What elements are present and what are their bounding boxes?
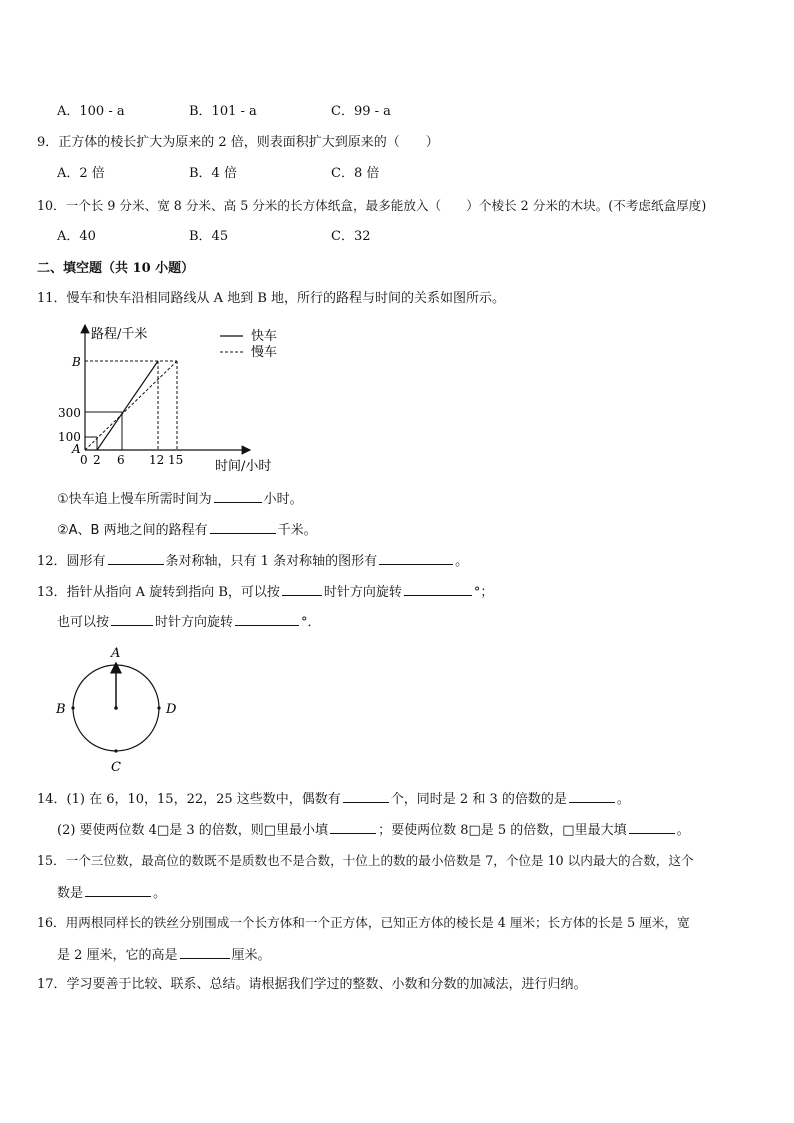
q11-sub2-text: ②A、B 两地之间的路程有 — [57, 523, 208, 538]
q15-blank[interactable] — [85, 883, 151, 897]
q8-option-b: B．101 - a — [189, 104, 257, 119]
q8-option-c: C．99 - a — [331, 104, 391, 119]
q13-text-1a: 13．指针从指向 A 旋转到指向 B，可以按 — [37, 585, 280, 600]
q12-line — [37, 551, 468, 571]
q14-text-1a: 14．(1) 在 6，10，15，22，25 这些数中，偶数有 — [37, 792, 341, 807]
x-axis-label: 时间/小时 — [215, 459, 272, 474]
q9-option-c: C．8 倍 — [331, 166, 380, 181]
q15-line-1: 15．一个三位数，最高位的数既不是质数也不是合数，十位上的数的最小倍数是 7，个位是 10 以内最大的合数，这个 — [37, 853, 694, 868]
section-title: 二、填空题（共 10 小题） — [37, 261, 195, 276]
q10-stem: 10．一个长 9 分米、宽 8 分米、高 5 分米的长方体纸盒，最多能放入（ ）个棱长 2 分米的木块。(不考虑纸盒厚度) — [37, 198, 707, 213]
q17-stem: 17．学习要善于比较、联系、总结。请根据我们学过的整数、小数和分数的加减法，进行归纳。 — [37, 977, 587, 992]
q15-line-2 — [57, 883, 166, 903]
q13-blank-1[interactable] — [282, 582, 322, 596]
q13-text-2b: 时针方向旋转 — [155, 615, 234, 630]
q13-text-1c: °； — [473, 585, 494, 600]
clock-dial-figure — [50, 642, 190, 777]
point-b-dot — [71, 706, 74, 709]
q13-text-1b: 时针方向旋转 — [323, 585, 402, 600]
q16-blank[interactable] — [180, 945, 230, 959]
q10-option-a: A．40 — [57, 229, 96, 244]
q10-option-b: B．45 — [189, 229, 229, 244]
series-slow-line — [85, 361, 177, 450]
q13-blank-2[interactable] — [404, 582, 472, 596]
point-a-dot — [114, 663, 117, 666]
y-tick-a: A — [72, 442, 81, 456]
q9-option-b: B．4 倍 — [189, 166, 237, 181]
q14-text-2b: ；要使两位数 8□是 5 的倍数，□里最大填 — [378, 823, 627, 838]
q11-sub2-unit: 千米。 — [277, 523, 317, 538]
x-tick-12: 12 — [149, 453, 165, 467]
q11-sub2-blank[interactable] — [210, 520, 276, 534]
q14-text-1c: 。 — [616, 792, 630, 807]
q14-text-1b: 个，同时是 2 和 3 的倍数的是 — [390, 792, 567, 807]
q8-option-a: A．100 - a — [57, 104, 125, 119]
series-fast-line — [97, 361, 158, 450]
q11-sub1-blank[interactable] — [214, 489, 262, 503]
q9-option-a: A．2 倍 — [57, 166, 105, 181]
q11-sub1-unit: 小时。 — [263, 492, 303, 507]
q14-line-2 — [57, 820, 690, 840]
q14-text-2a: (2) 要使两位数 4□是 3 的倍数，则□里最小填 — [57, 823, 329, 838]
q16-line-2 — [57, 945, 271, 965]
q13-blank-3[interactable] — [111, 612, 153, 626]
q14-blank-2[interactable] — [569, 789, 615, 803]
x-tick-15: 15 — [168, 453, 184, 467]
q14-line-1 — [37, 789, 630, 809]
point-b-label: B — [56, 702, 66, 717]
q16-text-2b: 厘米。 — [231, 948, 271, 963]
legend-slow-label: 慢车 — [251, 345, 278, 360]
q13-text-2a: 也可以按 — [57, 615, 110, 630]
q11-stem: 11．慢车和快车沿相同路线从 A 地到 B 地，所行的路程与时间的关系如图所示。 — [37, 291, 506, 306]
q13-blank-4[interactable] — [235, 612, 299, 626]
q13-text-2c: °． — [301, 615, 321, 630]
q11-sub2 — [57, 520, 317, 540]
q10-option-c: C．32 — [331, 229, 371, 244]
q12-text-b: 条对称轴，只有 1 条对称轴的图形有 — [165, 554, 378, 569]
q11-sub1 — [57, 489, 303, 509]
point-d-dot — [157, 706, 160, 709]
y-tick-100: 100 — [58, 430, 81, 444]
q12-blank-1[interactable] — [108, 551, 164, 565]
q15-text-2a: 数是 — [57, 886, 84, 901]
y-tick-300: 300 — [58, 406, 81, 420]
q12-text-a: 12．圆形有 — [37, 554, 106, 569]
q13-line-2 — [57, 612, 321, 632]
q14-blank-4[interactable] — [629, 820, 675, 834]
q16-text-2a: 是 2 厘米，它的高是 — [57, 948, 178, 963]
y-tick-b: B — [72, 355, 81, 369]
q14-text-2c: 。 — [676, 823, 690, 838]
distance-time-chart — [55, 320, 295, 475]
q12-text-c: 。 — [455, 554, 469, 569]
x-tick-2: 2 — [93, 453, 101, 467]
point-a-label: A — [111, 646, 121, 661]
q14-blank-1[interactable] — [343, 789, 389, 803]
x-tick-0: 0 — [80, 453, 88, 467]
q9-stem: 9．正方体的棱长扩大为原来的 2 倍，则表面积扩大到原来的（ ） — [37, 135, 439, 150]
y-axis-label: 路程/千米 — [91, 327, 148, 342]
q16-line-1: 16．用两根同样长的铁丝分别围成一个长方体和一个正方体，已知正方体的棱长是 4 厘米；长方体的长是 5 厘米，宽 — [37, 915, 690, 930]
point-c-dot — [114, 749, 117, 752]
q15-text-2b: 。 — [153, 886, 167, 901]
q11-sub1-text: ①快车追上慢车所需时间为 — [57, 492, 212, 507]
x-tick-6: 6 — [117, 453, 125, 467]
q13-line-1 — [37, 582, 493, 602]
q14-blank-3[interactable] — [330, 820, 376, 834]
point-d-label: D — [166, 702, 177, 717]
point-c-label: C — [111, 760, 121, 775]
legend-fast-label: 快车 — [251, 329, 278, 344]
q12-blank-2[interactable] — [379, 551, 453, 565]
